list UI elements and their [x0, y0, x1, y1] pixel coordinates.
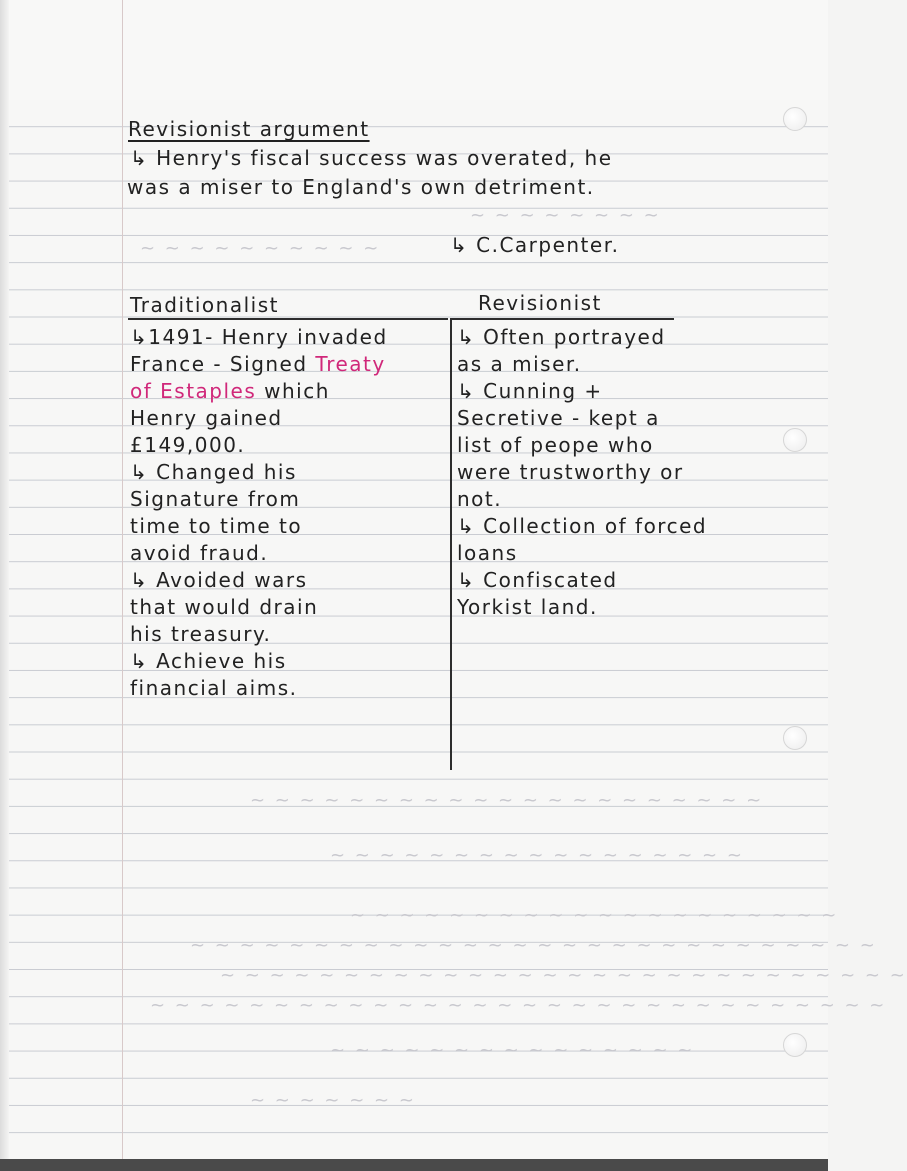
- show-through-text: ~ ~ ~ ~ ~ ~ ~ ~ ~ ~ ~ ~ ~ ~ ~ ~ ~: [330, 845, 744, 866]
- left-line: financial aims.: [130, 676, 298, 700]
- heading-line-2: was a miser to England's own detriment.: [127, 175, 595, 199]
- heading-title: Revisionist argument: [128, 117, 370, 141]
- heading-attribution: ↳ C.Carpenter.: [450, 233, 620, 257]
- left-line: time to time to: [130, 514, 303, 538]
- left-line: Henry gained: [130, 406, 283, 430]
- show-through-text: ~ ~ ~ ~ ~ ~ ~: [250, 1090, 416, 1111]
- right-line: ↳ Collection of forced: [457, 514, 708, 538]
- left-header-underline: [128, 318, 448, 320]
- right-line: as a miser.: [457, 352, 582, 376]
- right-line: list of peope who: [457, 433, 654, 457]
- punch-hole-icon: [783, 428, 807, 452]
- left-line: ↳ Avoided wars: [130, 568, 308, 592]
- left-line: Signature from: [130, 487, 301, 511]
- show-through-text: ~ ~ ~ ~ ~ ~ ~ ~ ~ ~ ~ ~ ~ ~ ~ ~ ~ ~ ~ ~ ~ ~ ~ ~ ~ ~ ~ ~ ~ ~: [150, 995, 887, 1016]
- left-line: France - Signed Treaty: [130, 352, 386, 376]
- punch-hole-icon: [783, 1033, 807, 1057]
- show-through-text: ~ ~ ~ ~ ~ ~ ~ ~ ~ ~ ~ ~ ~ ~ ~ ~ ~ ~ ~ ~ ~ ~ ~ ~ ~ ~ ~ ~: [220, 965, 907, 986]
- right-line: were trustworthy or: [457, 460, 684, 484]
- right-line: not.: [457, 487, 503, 511]
- show-through-text: ~ ~ ~ ~ ~ ~ ~ ~ ~ ~: [140, 238, 381, 259]
- show-through-text: ~ ~ ~ ~ ~ ~ ~ ~ ~ ~ ~ ~ ~ ~ ~ ~ ~ ~ ~ ~: [350, 905, 839, 926]
- page-bottom-edge: [0, 1159, 828, 1171]
- punch-hole-icon: [783, 726, 807, 750]
- right-line: ↳ Cunning +: [457, 379, 603, 403]
- right-line: ↳ Often portrayed: [457, 325, 666, 349]
- right-line: Secretive - kept a: [457, 406, 660, 430]
- show-through-text: ~ ~ ~ ~ ~ ~ ~ ~ ~ ~ ~ ~ ~ ~ ~ ~ ~ ~ ~ ~ ~ ~ ~ ~ ~ ~ ~ ~: [190, 935, 877, 956]
- table-right-header: Revisionist: [478, 291, 602, 315]
- table-left-header: Traditionalist: [130, 293, 279, 317]
- column-divider: [450, 318, 452, 770]
- right-line: loans: [457, 541, 518, 565]
- left-line: of Estaples which: [130, 379, 330, 403]
- show-through-text: ~ ~ ~ ~ ~ ~ ~ ~ ~ ~ ~ ~ ~ ~ ~ ~ ~ ~ ~ ~ ~: [250, 790, 764, 811]
- left-line: ↳ Changed his: [130, 460, 297, 484]
- right-header-underline: [452, 318, 674, 320]
- right-line: ↳ Confiscated: [457, 568, 618, 592]
- page-left-edge: [0, 0, 9, 1171]
- left-line: ↳ Achieve his: [130, 649, 287, 673]
- heading-line-1: ↳ Henry's fiscal success was overated, he: [130, 146, 613, 170]
- left-line: that would drain: [130, 595, 319, 619]
- left-line: avoid fraud.: [130, 541, 269, 565]
- left-line: ↳1491- Henry invaded: [130, 325, 388, 349]
- show-through-text: ~ ~ ~ ~ ~ ~ ~ ~ ~ ~ ~ ~ ~ ~ ~: [330, 1040, 695, 1061]
- margin-line: [122, 0, 123, 1160]
- show-through-text: ~ ~ ~ ~ ~ ~ ~ ~: [470, 205, 661, 226]
- left-line: £149,000.: [130, 433, 246, 457]
- left-line: his treasury.: [130, 622, 272, 646]
- punch-hole-icon: [783, 107, 807, 131]
- right-line: Yorkist land.: [457, 595, 598, 619]
